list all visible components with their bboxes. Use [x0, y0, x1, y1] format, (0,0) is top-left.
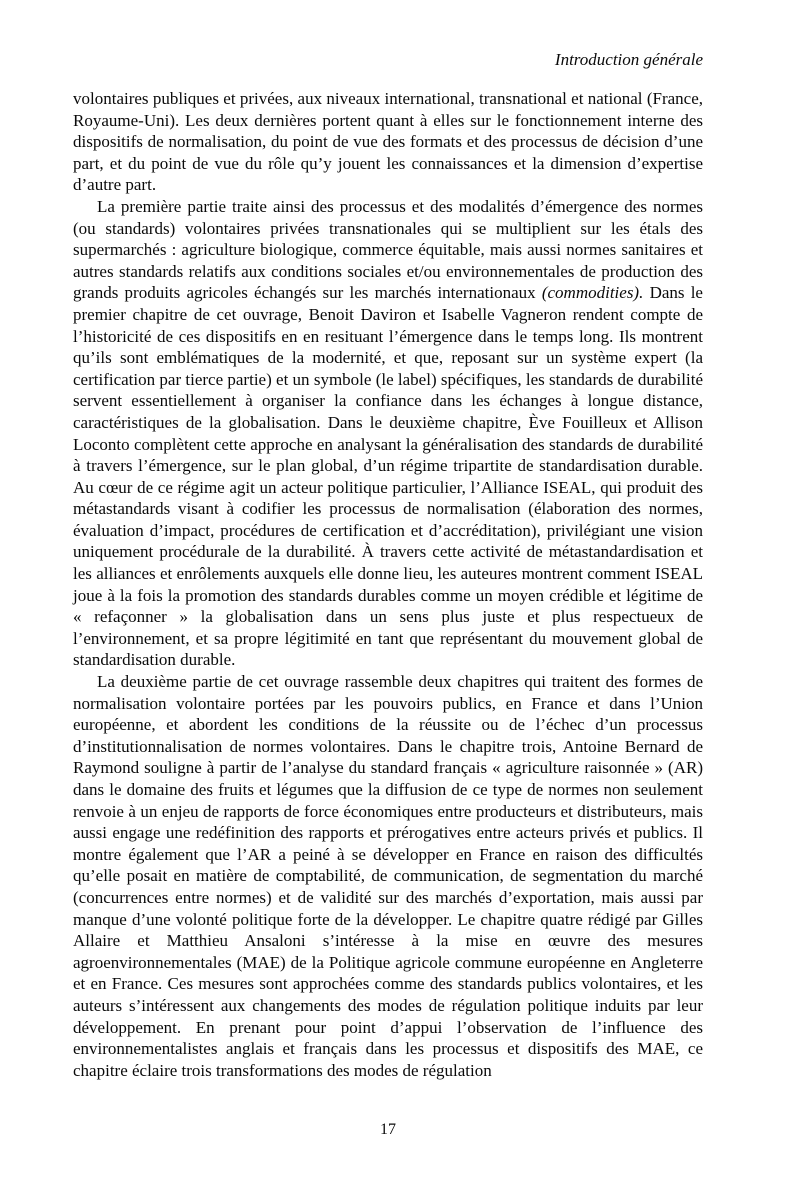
text-run: volontaires publiques et privées, aux niveaux international, transnational et national (France, Royaume-Uni). Les deux dernières portent quant à elles sur le fonctionnement interne des dispositifs de normalisation, du point de vue des formats et des processus de décision d’une part, et du point de vue du rôle qu’y jouent les connaissances et la dimension d’expertise d’autre part. [73, 89, 703, 195]
text-run: La première partie traite ainsi des processus et des modalités d’émergence des normes (ou standards) volontaires privées transnationales qui se multiplient sur les étals des supermarchés : agriculture biologique, commerce équitable, mais aussi normes sanitaires et autres standards relatifs aux conditions sociales et/ou environnementales de production des grands produits agricoles échangés sur les marchés internationaux [73, 196, 703, 303]
paragraph [73, 196, 703, 671]
text-run: Dans le premier chapitre de cet ouvrage, Benoit Daviron et Isabelle Vagneron rendent compte de l’historicité de ces dispositifs en en resituant l’émergence dans le temps long. Ils montrent qu’ils sont emblématiques de la modernité, et que, reposant sur un système expert (la certification par tierce partie) et un symbole (le label) spécifiques, les standards de durabilité servent essentiellement à organiser la confiance dans les échanges à longue distance, caractéristiques de la globalisation. Dans le deuxième chapitre, Ève Fouilleux et Allison Loconto complètent cette approche en analysant la généralisation des standards de durabilité à travers l’émergence, sur le plan global, d’un régime tripartite de standardisation durable. Au cœur de ce régime agit un acteur politique particulier, l’Alliance ISEAL, qui produit des métastandards visant à codifier les processus de normalisation (élaboration des normes, évaluation d’impact, procédures de certification et d’accréditation), privilégiant une vision uniquement procédurale de la durabilité. À travers cette activité de métastandardisation et les alliances et enrôlements auxquels elle donne lieu, les auteures montrent comment ISEAL joue à la fois la promotion des standards durables comme un moyen crédible et légitime de « refaçonner » la globalisation dans un sens plus juste et plus respectueux de l’environnement, et sa propre légitimité en tant que représentant du mouvement global de standardisation durable. [73, 283, 703, 670]
running-header: Introduction générale [554, 50, 703, 69]
text-run-italic: (commodities). [541, 283, 644, 303]
paragraph [73, 88, 703, 196]
text-run: La deuxième partie de cet ouvrage rassemble deux chapitres qui traitent des formes de normalisation volontaire portées par les pouvoirs publics, en France et dans l’Union européenne, et abordent les conditions de la réussite ou de l’échec d’un processus d’institutionnalisation de normes volontaires. Dans le chapitre trois, Antoine Bernard de Raymond souligne à partir de l’analyse du standard français « agriculture raisonnée » (AR) dans le domaine des fruits et légumes que la diffusion de ce type de normes non seulement renvoie à un enjeu de rapports de force économiques entre producteurs et distributeurs, mais aussi engage une redéfinition des rapports et prérogatives entre acteurs privés et publics. Il montre également que l’AR a peiné à se développer en France en raison des difficultés qu’elle posait en matière de comptabilité, de communication, de segmentation du marché (concurrences entre normes) et de validité sur des marchés d’exportation, mais aussi par manque d’une volonté politique forte de la développer. Le chapitre quatre rédigé par Gilles Allaire et Matthieu Ansaloni s’intéresse à la mise en œuvre des mesures agroenvironnementales (MAE) de la Politique agricole commune européenne en Angleterre et en France. Ces mesures sont approchées comme des standards publics volontaires, et les auteurs s’intéressent aux changements des modes de régulation politique induits par leur développement. En prenant pour point d’appui l’observation de l’influence des environnementalistes anglais et français dans les processus et dispositifs des MAE, ce chapitre éclaire trois transformations des modes de régulation [73, 672, 703, 1080]
paragraph [73, 671, 703, 1081]
body-text [73, 88, 703, 1081]
page-number: 17 [380, 1121, 396, 1138]
